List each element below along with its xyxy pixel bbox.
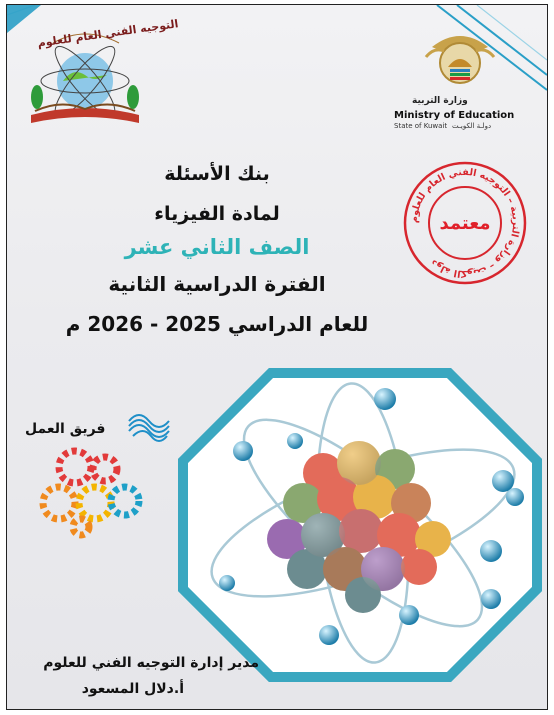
title-line-1: بنك الأسئلة [164, 163, 270, 185]
ministry-name-en: Ministry of Education [394, 110, 515, 121]
cover-page [6, 4, 548, 710]
approval-stamp [397, 159, 533, 287]
term-line: الفترة الدراسية الثانية [108, 272, 326, 296]
atom-illustration [173, 363, 547, 683]
grade-line: الصف الثاني عشر [124, 235, 310, 259]
title-line-2: لمادة الفيزياء [154, 203, 280, 225]
work-team-label: فريق العمل [25, 421, 106, 437]
director-title: مدير إدارة التوجيه الفني للعلوم [43, 655, 259, 671]
director-name: أ.دلال المسعود [81, 681, 184, 697]
guidance-logo-text: التوجيه الفني العام للعلوم [36, 17, 180, 50]
gears-icon [29, 443, 149, 539]
stamp-center-text: معتمد [439, 213, 491, 234]
year-line: للعام الدراسي 2025 - 2026 م [65, 312, 369, 336]
stamp-ring-text: دولة الكويت – وزارة التربية – التوجيه الفني العام للعلوم [408, 166, 522, 280]
ministry-name-ar: وزارة التربية [412, 96, 468, 106]
state-name-en: State of Kuwait [394, 122, 448, 130]
state-name-ar: دولـة الكويـت [452, 122, 492, 130]
kuwait-emblem-icon [422, 27, 498, 93]
